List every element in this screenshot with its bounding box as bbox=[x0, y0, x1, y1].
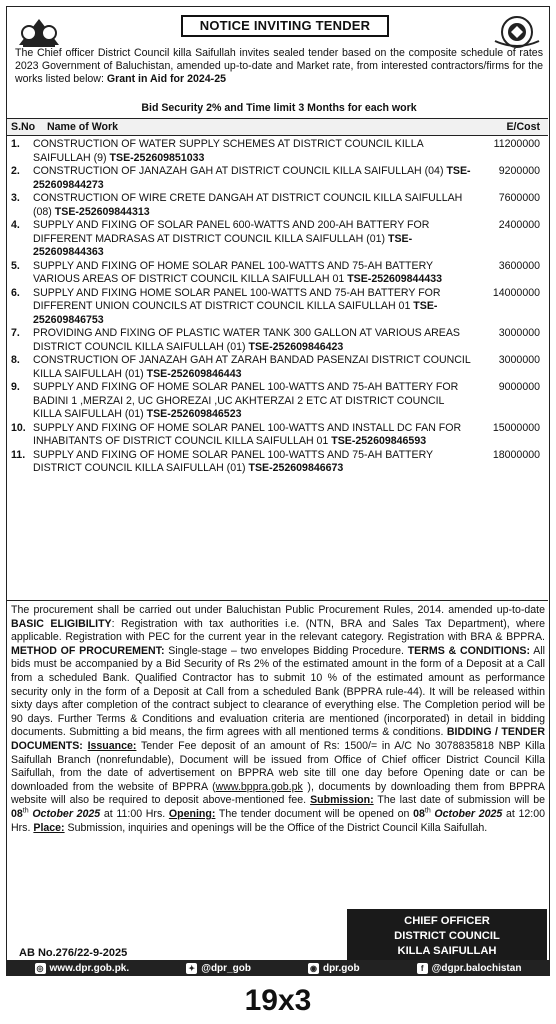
intro-paragraph: The Chief officer District Council killa Saifullah invites sealed tender based on the composite schedule of rates 2023 Government of Baluchistan, amended up-to-date and Market rate, from interested contractors/firms for the works listed below: Grant in Aid for 2024-25 bbox=[15, 47, 543, 85]
estimated-cost: 9000000 bbox=[498, 381, 540, 393]
row-number: 2. bbox=[11, 165, 20, 177]
tse-code: TSE-252609844433 bbox=[347, 273, 443, 285]
gov-emblem-logo bbox=[13, 15, 65, 49]
row-number: 5. bbox=[11, 259, 20, 272]
tse-code: TSE-252609851033 bbox=[109, 151, 205, 164]
row-number: 4. bbox=[11, 219, 20, 231]
work-description: CONSTRUCTION OF WIRE CRETE DANGAH AT DISTRICT COUNCIL KILLA SAIFULLAH (08) TSE-252609844313 bbox=[33, 192, 463, 218]
work-description: CONSTRUCTION OF JANAZAH GAH AT DISTRICT COUNCIL KILLA SAIFULLAH (04) TSE-252609844273 bbox=[33, 165, 471, 191]
twitter-icon: ✦ bbox=[186, 963, 197, 974]
table-row bbox=[7, 422, 548, 449]
row-number: 7. bbox=[11, 327, 20, 339]
work-description: CONSTRUCTION OF JANAZAH GAH AT ZARAH BANDAD PASENZAI DISTRICT COUNCIL KILLA SAIFULLAH (01) TSE-252609846443 bbox=[33, 354, 471, 380]
work-description: SUPPLY AND FIXING OF HOME SOLAR PANEL 100-WATTS AND 75-AH BATTERY FOR BADINI 1 ,MERZAI 2, UC GHOREZAI ,UC AKHTERZAI 2 ETC AT DISTRICT COUNCIL KILLA SAIFULLAH (01) TSE-252609846523 bbox=[33, 381, 459, 420]
work-description: PROVIDING AND FIXING OF PLASTIC WATER TANK 300 GALLON AT VARIOUS AREAS DISTRICT COUNCIL KILLA SAIFULLAH (01) TSE-252609846423 bbox=[33, 327, 460, 353]
estimated-cost: 18000000 bbox=[492, 448, 540, 461]
estimated-cost: 9200000 bbox=[498, 165, 540, 177]
ad-size-label: 19x3 bbox=[244, 984, 312, 1017]
work-description: SUPPLY AND FIXING OF HOME SOLAR PANEL 100-WATTS AND 75-AH BATTERY VARIOUS AREAS OF DISTRICT COUNCIL KILLA SAIFULLAH 01 TSE-252609844433 bbox=[33, 259, 443, 285]
signature-line-1: CHIEF OFFICER bbox=[404, 915, 490, 927]
row-number: 11. bbox=[11, 448, 26, 461]
district-council-seal-logo bbox=[491, 15, 543, 49]
signature-line-2: DISTRICT COUNCIL bbox=[394, 930, 500, 942]
header-ecost: E/Cost bbox=[506, 121, 540, 133]
work-description: SUPPLY AND FIXING HOME SOLAR PANEL 100-WATTS AND 75-AH BATTERY FOR DIFFERENT UNION COUNCILS AT DISTRICT COUNCIL KILLA SAIFULLAH 01 TSE-252609846753 bbox=[33, 286, 441, 326]
table-row bbox=[7, 327, 548, 354]
footer-bar bbox=[6, 960, 550, 976]
work-description: SUPPLY AND FIXING OF SOLAR PANEL 600-WATTS AND 200-AH BATTERY FOR DIFFERENT MADRASAS AT DISTRICT COUNCIL KILLA SAIFULLAH (01) TSE-252609844363 bbox=[33, 219, 430, 258]
work-description: SUPPLY AND FIXING OF HOME SOLAR PANEL 100-WATTS AND 75-AH BATTERY DISTRICT COUNCIL KILLA SAIFULLAH (01) TSE-252609846673 bbox=[33, 448, 433, 474]
tse-code: TSE-252609844363 bbox=[33, 232, 413, 258]
row-number: 9. bbox=[11, 381, 20, 393]
works-table bbox=[7, 138, 548, 476]
row-number: 1. bbox=[11, 138, 20, 150]
header-sno: S.No bbox=[11, 121, 36, 133]
web-icon: ◎ bbox=[35, 963, 46, 974]
footer-facebook[interactable]: f @dgpr.balochistan bbox=[417, 963, 522, 974]
tse-code: TSE-252609846753 bbox=[33, 300, 438, 326]
table-row bbox=[7, 165, 548, 192]
tse-code: TSE-252609846523 bbox=[146, 408, 242, 420]
table-row bbox=[7, 381, 548, 422]
estimated-cost: 7600000 bbox=[498, 192, 540, 204]
signature-line-3: KILLA SAIFULLAH bbox=[397, 945, 497, 957]
table-row bbox=[7, 219, 548, 260]
row-number: 8. bbox=[11, 354, 20, 366]
tse-code: TSE-252609844273 bbox=[33, 165, 471, 191]
estimated-cost: 3600000 bbox=[498, 259, 540, 272]
notice-title: NOTICE INVITING TENDER bbox=[181, 15, 389, 37]
estimated-cost: 15000000 bbox=[492, 421, 540, 434]
table-header bbox=[7, 118, 548, 136]
bid-security-line: Bid Security 2% and Time limit 3 Months for each work bbox=[141, 102, 417, 114]
bppra-website-link[interactable]: www.bppra.gob.pk bbox=[215, 780, 303, 793]
row-number: 10. bbox=[11, 421, 26, 434]
estimated-cost: 14000000 bbox=[492, 286, 540, 299]
tse-code: TSE-252609846593 bbox=[331, 435, 427, 447]
divider bbox=[7, 600, 548, 601]
header-name-of-work: Name of Work bbox=[47, 121, 119, 133]
facebook-icon: f bbox=[417, 963, 428, 974]
row-number: 6. bbox=[11, 286, 20, 299]
footer-website[interactable]: ◎ www.dpr.gob.pk. bbox=[36, 962, 130, 974]
table-row bbox=[7, 138, 548, 165]
work-description: SUPPLY AND FIXING OF HOME SOLAR PANEL 100-WATTS AND INSTALL DC FAN FOR INHABITANTS OF DISTRICT COUNCIL KILLA SAIFULLAH 01 TSE-252609846593 bbox=[33, 421, 462, 447]
estimated-cost: 11200000 bbox=[493, 138, 540, 150]
estimated-cost: 3000000 bbox=[498, 327, 540, 339]
ad-reference-number: AB No.276/22-9-2025 bbox=[19, 947, 128, 959]
footer-twitter[interactable]: ✦ @dpr_gob bbox=[186, 963, 251, 974]
estimated-cost: 3000000 bbox=[498, 354, 540, 366]
tse-code: TSE-252609846673 bbox=[248, 462, 344, 474]
table-row bbox=[7, 287, 548, 328]
footer-instagram[interactable]: ◉ dpr.gob bbox=[309, 962, 360, 974]
tse-code: TSE-252609846443 bbox=[146, 367, 242, 380]
work-description: CONSTRUCTION OF WATER SUPPLY SCHEMES AT DISTRICT COUNCIL KILLA SAIFULLAH (9) TSE-252609851033 bbox=[33, 138, 424, 164]
table-row bbox=[7, 449, 548, 476]
tse-code: TSE-252609844313 bbox=[54, 205, 150, 218]
table-row bbox=[7, 354, 548, 381]
instagram-icon: ◉ bbox=[308, 963, 319, 974]
estimated-cost: 2400000 bbox=[498, 219, 540, 231]
terms-paragraph: The procurement shall be carried out under Baluchistan Public Procurement Rules, 2014. amended up-to-date BASIC ELIGIBILITY: Registration with tax authorities i.e. (NTN, BRA and Sales Tax Department), where applicable. Registration with PEC for the current year in the relevant category. Registration with BRA & BPPRA. METHOD OF PROCUREMENT: Single-stage – two envelopes Bidding Procedure. TERMS & CONDITIONS: All bids must be accompanied by a Bid Security of Rs 2% of the estimated amount in the form of a Deposit at a Call from a scheduled Bank. Qualified Contractor has to submit 10 % of the estimated amount as performance security only in the form of a Deposit at Call from a scheduled Bank (BPPRA rule-44). It will be released within sixty days after completion of the contract subject to clearance of everything else. The Completion period will be 90 days. Further Terms & Conditions and evaluation criteria are mentioned (incorporated) in detail in bidding documents. Submitting a bid means, the firm agrees with all mentioned terms & conditions. BIDDING / TENDER DOCUMENTS: Issuance: Tender Fee deposit of an amount of Rs: 1500/= in A/C No 3078835818 NBP Killa Saifullah Branch (nonrefundable), Document will be issued from Office of Chief officer District Council Killa Saifullah, from the date of advertisement on BPPRA web site till one day before Opening date or can be downloaded from the website of BPPRA (www.bppra.gob.pk ), documents by downloading them from BPPRA website will also be required to deposit above-mentioned fee. Submission: The last date of submission will be 08th October 2025 at 11:00 Hrs. Opening: The tender document will be opened on 08th October 2025 at 12:00 Hrs. Place: Submission, inquiries and openings will be the Office of the District Council Killa Saifullah. bbox=[11, 604, 545, 834]
row-number: 3. bbox=[11, 192, 20, 204]
tse-code: TSE-252609846423 bbox=[248, 340, 344, 353]
table-row bbox=[7, 192, 548, 219]
tender-advertisement bbox=[6, 6, 550, 968]
table-row bbox=[7, 260, 548, 287]
